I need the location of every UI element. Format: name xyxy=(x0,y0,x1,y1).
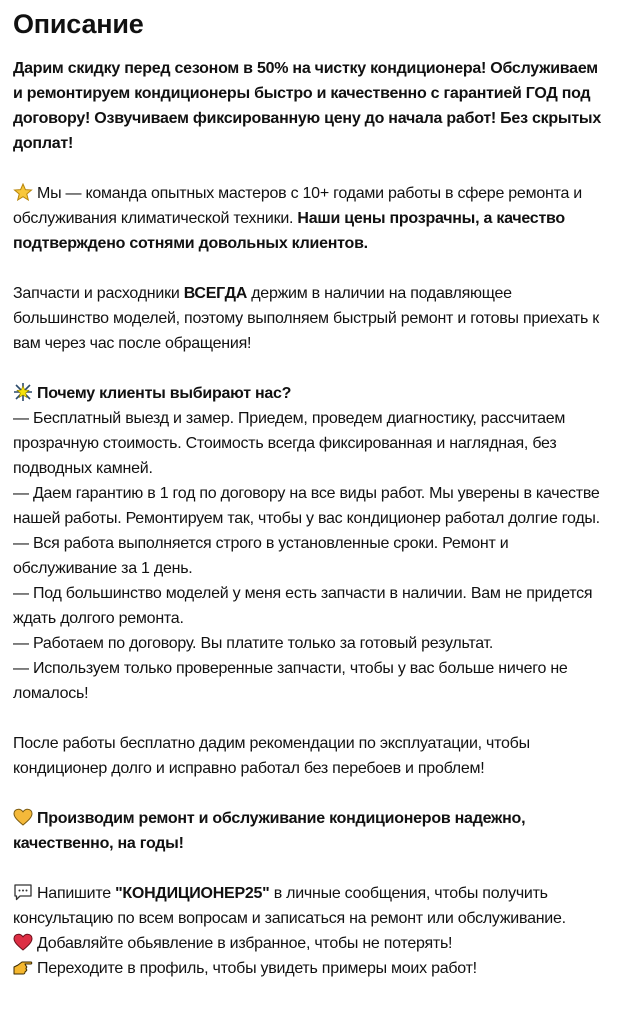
why-item: — Вся работа выполняется строго в установленные сроки. Ремонт и обслуживание за 1 день. xyxy=(13,535,509,577)
speech-bubble-icon xyxy=(13,883,33,901)
profile-text: Переходите в профиль, чтобы увидеть примеры моих работ! xyxy=(37,960,477,977)
profile-paragraph xyxy=(13,956,608,981)
why-item: — Используем только проверенные запчасти, чтобы у вас больше ничего не ломалось! xyxy=(13,660,568,702)
pointing-hand-icon xyxy=(13,958,33,976)
intro-text: Дарим скидку перед сезоном в 50% на чистку кондиционера! Обслуживаем и ремонтируем кондиционеры быстро и качественно с гарантией ГОД под договору! Озвучиваем фиксированную цену до начала работ! Без скрытых доплат! xyxy=(13,60,601,152)
red-heart-icon xyxy=(13,933,33,951)
favorite-paragraph xyxy=(13,931,608,956)
yellow-heart-icon xyxy=(13,808,33,826)
favorite-text: Добавляйте обьявление в избранное, чтобы не потерять! xyxy=(37,935,453,952)
reliable-text: Производим ремонт и обслуживание кондиционеров надежно, качественно, на годы! xyxy=(13,810,526,852)
contact-text-before: Напишите xyxy=(37,885,116,902)
why-item: — Даем гарантию в 1 год по договору на все виды работ. Мы уверены в качестве нашей работы. Ремонтируем так, чтобы у вас кондиционер работал долгие годы. xyxy=(13,485,600,527)
why-heading xyxy=(13,381,608,406)
why-item: — Бесплатный выезд и замер. Приедем, проведем диагностику, рассчитаем прозрачную стоимость. Стоимость всегда фиксированная и наглядная, без подводных камней. xyxy=(13,410,566,477)
parts-text-after: держим в наличии на подавляющее большинство моделей, поэтому выполняем быстрый ремонт и готовы приехать к вам через час после обращения! xyxy=(13,285,599,352)
after-work-paragraph: После работы бесплатно дадим рекомендации по эксплуатации, чтобы кондиционер долго и исправно работал без перебоев и проблем! xyxy=(13,735,530,777)
why-item: — Работаем по договору. Вы платите только за готовый результат. xyxy=(13,635,494,652)
section-title: Описание xyxy=(13,9,144,39)
parts-text-before: Запчасти и расходники xyxy=(13,285,184,302)
star-icon xyxy=(13,183,33,201)
reliable-paragraph xyxy=(13,806,608,856)
about-text: Мы — команда опытных мастеров с 10+ годами работы в сфере ремонта и обслуживания климатической техники. xyxy=(13,185,582,227)
about-paragraph xyxy=(13,181,608,256)
contact-code: "КОНДИЦИОНЕР25" xyxy=(115,885,270,902)
contact-text-after: в личные сообщения, чтобы получить консультацию по всем вопросам и записаться на ремонт или обслуживание. xyxy=(13,885,566,927)
about-bold-text: Наши цены прозрачны, а качество подтверждено сотнями довольных клиентов. xyxy=(13,210,565,252)
parts-bold-text: ВСЕГДА xyxy=(183,285,248,302)
contact-paragraph xyxy=(13,881,608,931)
intro-paragraph xyxy=(13,56,608,156)
sparkle-star-icon xyxy=(13,383,33,401)
why-heading-text: Почему клиенты выбирают нас? xyxy=(37,385,292,402)
why-item: — Под большинство моделей у меня есть запчасти в наличии. Вам не придется ждать долгого ремонта. xyxy=(13,585,593,627)
parts-paragraph xyxy=(13,281,608,356)
